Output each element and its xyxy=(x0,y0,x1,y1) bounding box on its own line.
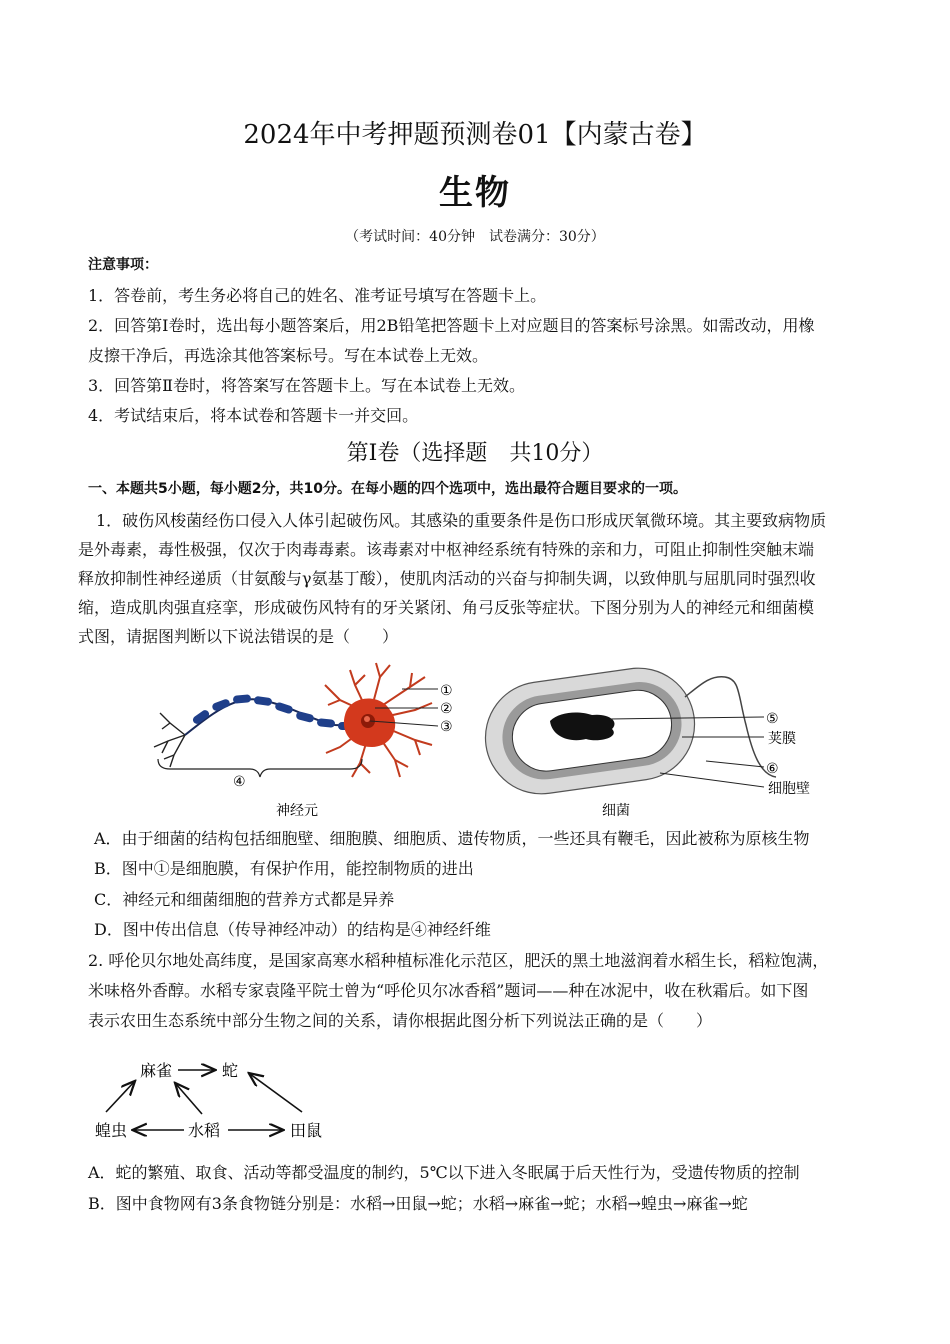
question-1-line: 1．破伤风梭菌经伤口侵入人体引起破伤风。其感染的重要条件是伤口形成厌氧微环境。其主要致病物质 xyxy=(96,511,827,530)
marker-3: ③ xyxy=(440,719,453,735)
question-2-option-b: B．图中食物网有3条食物链分别是：水稻→田鼠→蛇；水稻→麻雀→蛇；水稻→蝗虫→麻雀→蛇 xyxy=(88,1194,748,1213)
capsule-label: 荚膜 xyxy=(768,731,796,747)
neuron-caption: 神经元 xyxy=(276,803,318,819)
arrow-locust-sparrow xyxy=(106,1082,134,1112)
note-line: 1．答卷前，考生务必将自己的姓名、准考证号填写在答题卡上。 xyxy=(88,286,547,305)
axon-brace xyxy=(158,759,362,777)
bacterium xyxy=(478,661,776,801)
question-2-line: 2. 呼伦贝尔地处高纬度，是国家高寒水稻种植标准化示范区，肥沃的黑土地滋润着水稻生长，稻粒饱满， xyxy=(88,951,829,970)
question-2-line: 表示农田生态系统中部分生物之间的关系，请你根据此图分析下列说法正确的是（ ） xyxy=(88,1011,713,1030)
exam-title: 2024年中考押题预测卷01【内蒙古卷】 xyxy=(243,120,707,150)
bacteria-caption: 细菌 xyxy=(602,803,630,819)
neuron-cell-body xyxy=(325,663,432,777)
question-1-option-c: C．神经元和细菌细胞的营养方式都是异养 xyxy=(94,890,395,909)
note-line: 2．回答第Ⅰ卷时，选出每小题答案后，用2B铅笔把答题卡上对应题目的答案标号涂黑。如需改动，用橡 xyxy=(88,316,815,335)
marker-2: ② xyxy=(440,701,453,717)
question-2-option-a: A．蛇的繁殖、取食、活动等都受温度的制约，5℃以下进入冬眠属于后天性行为，受遗传物质的控制 xyxy=(88,1163,800,1182)
note-line: 3．回答第Ⅱ卷时，将答案写在答题卡上。写在本试卷上无效。 xyxy=(88,376,526,395)
marker-6: ⑥ xyxy=(766,761,779,777)
notes-heading: 注意事项： xyxy=(88,257,158,273)
subject-title: 生物 xyxy=(439,173,511,213)
question-1-option-a: A．由于细菌的结构包括细胞壁、细胞膜、细胞质、遗传物质，一些还具有鞭毛，因此被称为原核生物 xyxy=(94,829,810,848)
marker-1: ① xyxy=(440,683,453,699)
flagellum xyxy=(685,677,776,777)
axon-terminal xyxy=(154,713,185,767)
question-2-line: 米味格外香醇。水稻专家袁隆平院士曾为“呼伦贝尔冰香稻”题词——种在冰泥中，收在秋霜后。如下图 xyxy=(88,981,809,1000)
question-1-option-d: D．图中传出信息（传导神经冲动）的结构是④神经纤维 xyxy=(94,920,491,939)
node-snake: 蛇 xyxy=(222,1061,239,1080)
arrow-mouse-snake xyxy=(250,1074,302,1112)
node-mouse: 田鼠 xyxy=(290,1121,323,1140)
question-1-line: 是外毒素，毒性极强，仅次于肉毒毒素。该毒素对中枢神经系统有特殊的亲和力，可阻止抑制性突触末端 xyxy=(78,540,815,559)
time-info: （考试时间：40分钟 试卷满分：30分） xyxy=(345,229,605,245)
node-locust: 蝗虫 xyxy=(95,1121,128,1140)
neuron-bacteria-figure xyxy=(140,655,840,825)
note-line: 4．考试结束后，将本试卷和答题卡一并交回。 xyxy=(88,406,419,425)
node-sparrow: 麻雀 xyxy=(140,1061,173,1080)
question-1-option-b: B．图中①是细胞膜，有保护作用，能控制物质的进出 xyxy=(94,859,474,878)
cell-wall-label: 细胞壁 xyxy=(768,781,810,797)
question-1-line: 缩，造成肌肉强直痉挛，形成破伤风特有的牙关紧闭、角弓反张等症状。下图分别为人的神经元和细菌模 xyxy=(78,598,815,617)
node-rice: 水稻 xyxy=(188,1121,221,1140)
arrow-rice-sparrow xyxy=(176,1084,202,1114)
food-web-diagram xyxy=(90,1050,350,1150)
question-1-line: 式图，请据图判断以下说法错误的是（ ） xyxy=(78,627,399,646)
section-description: 一、本题共5小题，每小题2分，共10分。在每小题的四个选项中，选出最符合题目要求的一项。 xyxy=(88,481,687,497)
section-title: 第Ⅰ卷（选择题 共10分） xyxy=(346,441,604,466)
marker-5: ⑤ xyxy=(766,711,779,727)
note-line: 皮擦干净后，再选涂其他答案标号。写在本试卷上无效。 xyxy=(88,346,489,365)
question-1-line: 释放抑制性神经递质（甘氨酸与γ氨基丁酸），使肌肉活动的兴奋与抑制失调，以致伸肌与屈肌同时强烈收 xyxy=(78,569,816,588)
marker-4: ④ xyxy=(233,774,246,790)
